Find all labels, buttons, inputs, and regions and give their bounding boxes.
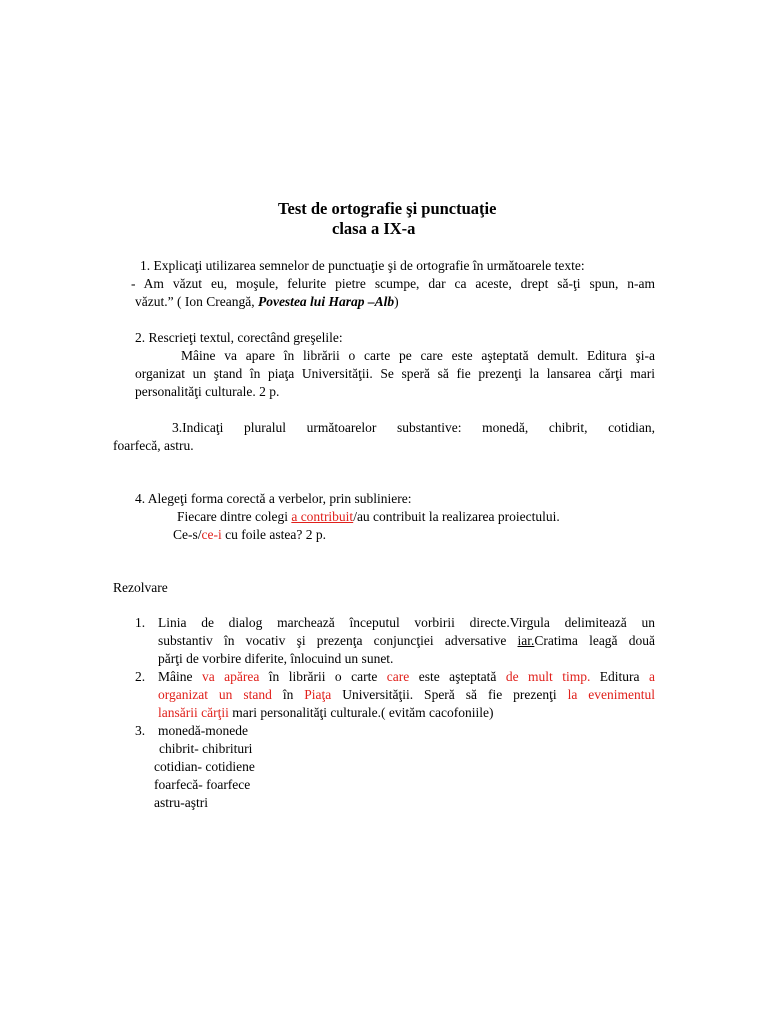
- answer-text: substantiv în vocativ şi prezenţa conjuncţiei adversative: [158, 633, 518, 648]
- quote-work-title: Povestea lui Harap –Alb: [257, 294, 395, 309]
- plural-item: astru-aştri: [154, 795, 208, 810]
- section-heading: Rezolvare: [113, 580, 168, 595]
- answer-1-line: [158, 632, 655, 650]
- answer-text: este aşteptată: [409, 669, 506, 684]
- answer-2-line: [158, 704, 493, 722]
- answer-text: în librării o carte: [259, 669, 387, 684]
- question-2-prompt: 2. Rescrieţi textul, corectând greşelile:: [135, 330, 343, 345]
- correct-answer: a contribuit: [291, 509, 354, 524]
- answer-text: Cratima leagă două: [534, 633, 655, 648]
- answer-2-line: [158, 668, 655, 686]
- question-4-option-line: [173, 526, 326, 544]
- answer-text: mari personalităţi culturale.( evităm cacofoniile): [228, 705, 494, 720]
- page-title: Test de ortografie şi punctuaţie: [278, 199, 497, 218]
- option-text: cu foile astea? 2 p.: [221, 527, 326, 542]
- plural-item: foarfecă- foarfece: [154, 777, 251, 792]
- correction: lansării cărţii: [158, 705, 229, 720]
- question-4-option-line: [177, 508, 560, 526]
- plural-item: chibrit- chibrituri: [159, 741, 253, 756]
- correction: a: [648, 669, 655, 684]
- question-1-prompt: 1. Explicaţi utilizarea semnelor de punctuaţie şi de ortografie în următoarele texte:: [140, 258, 585, 273]
- underlined-word: iar.: [517, 633, 535, 648]
- correction: care: [386, 669, 410, 684]
- correct-answer: ce-i: [201, 527, 222, 542]
- question-4-prompt: 4. Alegeţi forma corectă a verbelor, prin subliniere:: [135, 491, 412, 506]
- correction: la evenimentul: [567, 687, 655, 702]
- answer-text: Mâine: [158, 669, 202, 684]
- option-text: Ce-s/: [173, 527, 202, 542]
- option-text: /au contribuit la realizarea proiectului.: [353, 509, 560, 524]
- question-2-text-line: organizat un ştand în piaţa Universităţii. Se speră să fie prezenţi la lansarea cărţi mari: [135, 366, 655, 381]
- answer-text: în: [271, 687, 305, 702]
- correction: organizat un stand: [158, 687, 272, 702]
- answer-1-line: părţi de vorbire diferite, înlocuind un sunet.: [158, 651, 394, 666]
- option-text: Fiecare dintre colegi: [177, 509, 292, 524]
- quote-text: văzut.” ( Ion Creangă,: [135, 294, 258, 309]
- answer-number: 1.: [135, 615, 146, 630]
- question-3-prompt: 3.Indicaţi pluralul următoarelor substantive: monedă, chibrit, cotidian,: [172, 420, 655, 435]
- answer-text: Universităţii. Speră să fie prezenţi: [331, 687, 568, 702]
- question-1-quote-line: [135, 293, 399, 311]
- question-2-text-line: Mâine va apare în librării o carte pe care este aşteptată demult. Editura şi-a: [181, 348, 655, 363]
- quote-text: ): [394, 294, 399, 309]
- question-2-text-line: personalităţi culturale. 2 p.: [135, 384, 280, 399]
- plural-item: cotidian- cotidiene: [154, 759, 255, 774]
- answer-2-line: [158, 686, 655, 704]
- answer-number: 2.: [135, 669, 146, 684]
- answer-1-line: Linia de dialog marchează începutul vorbirii directe.Virgula delimitează un: [158, 615, 655, 630]
- question-3-prompt: foarfecă, astru.: [113, 438, 194, 453]
- page-subtitle: clasa a IX-a: [332, 219, 416, 238]
- correction: va apărea: [201, 669, 260, 684]
- correction: de mult timp.: [505, 669, 591, 684]
- question-1-quote-line: - Am văzut eu, moşule, felurite pietre scumpe, dar ca aceste, drept să-ţi spun, n-am: [131, 276, 655, 291]
- answer-text: Editura: [590, 669, 649, 684]
- plural-item: monedă-monede: [158, 723, 248, 738]
- correction: Piaţa: [304, 687, 332, 702]
- answer-number: 3.: [135, 723, 146, 738]
